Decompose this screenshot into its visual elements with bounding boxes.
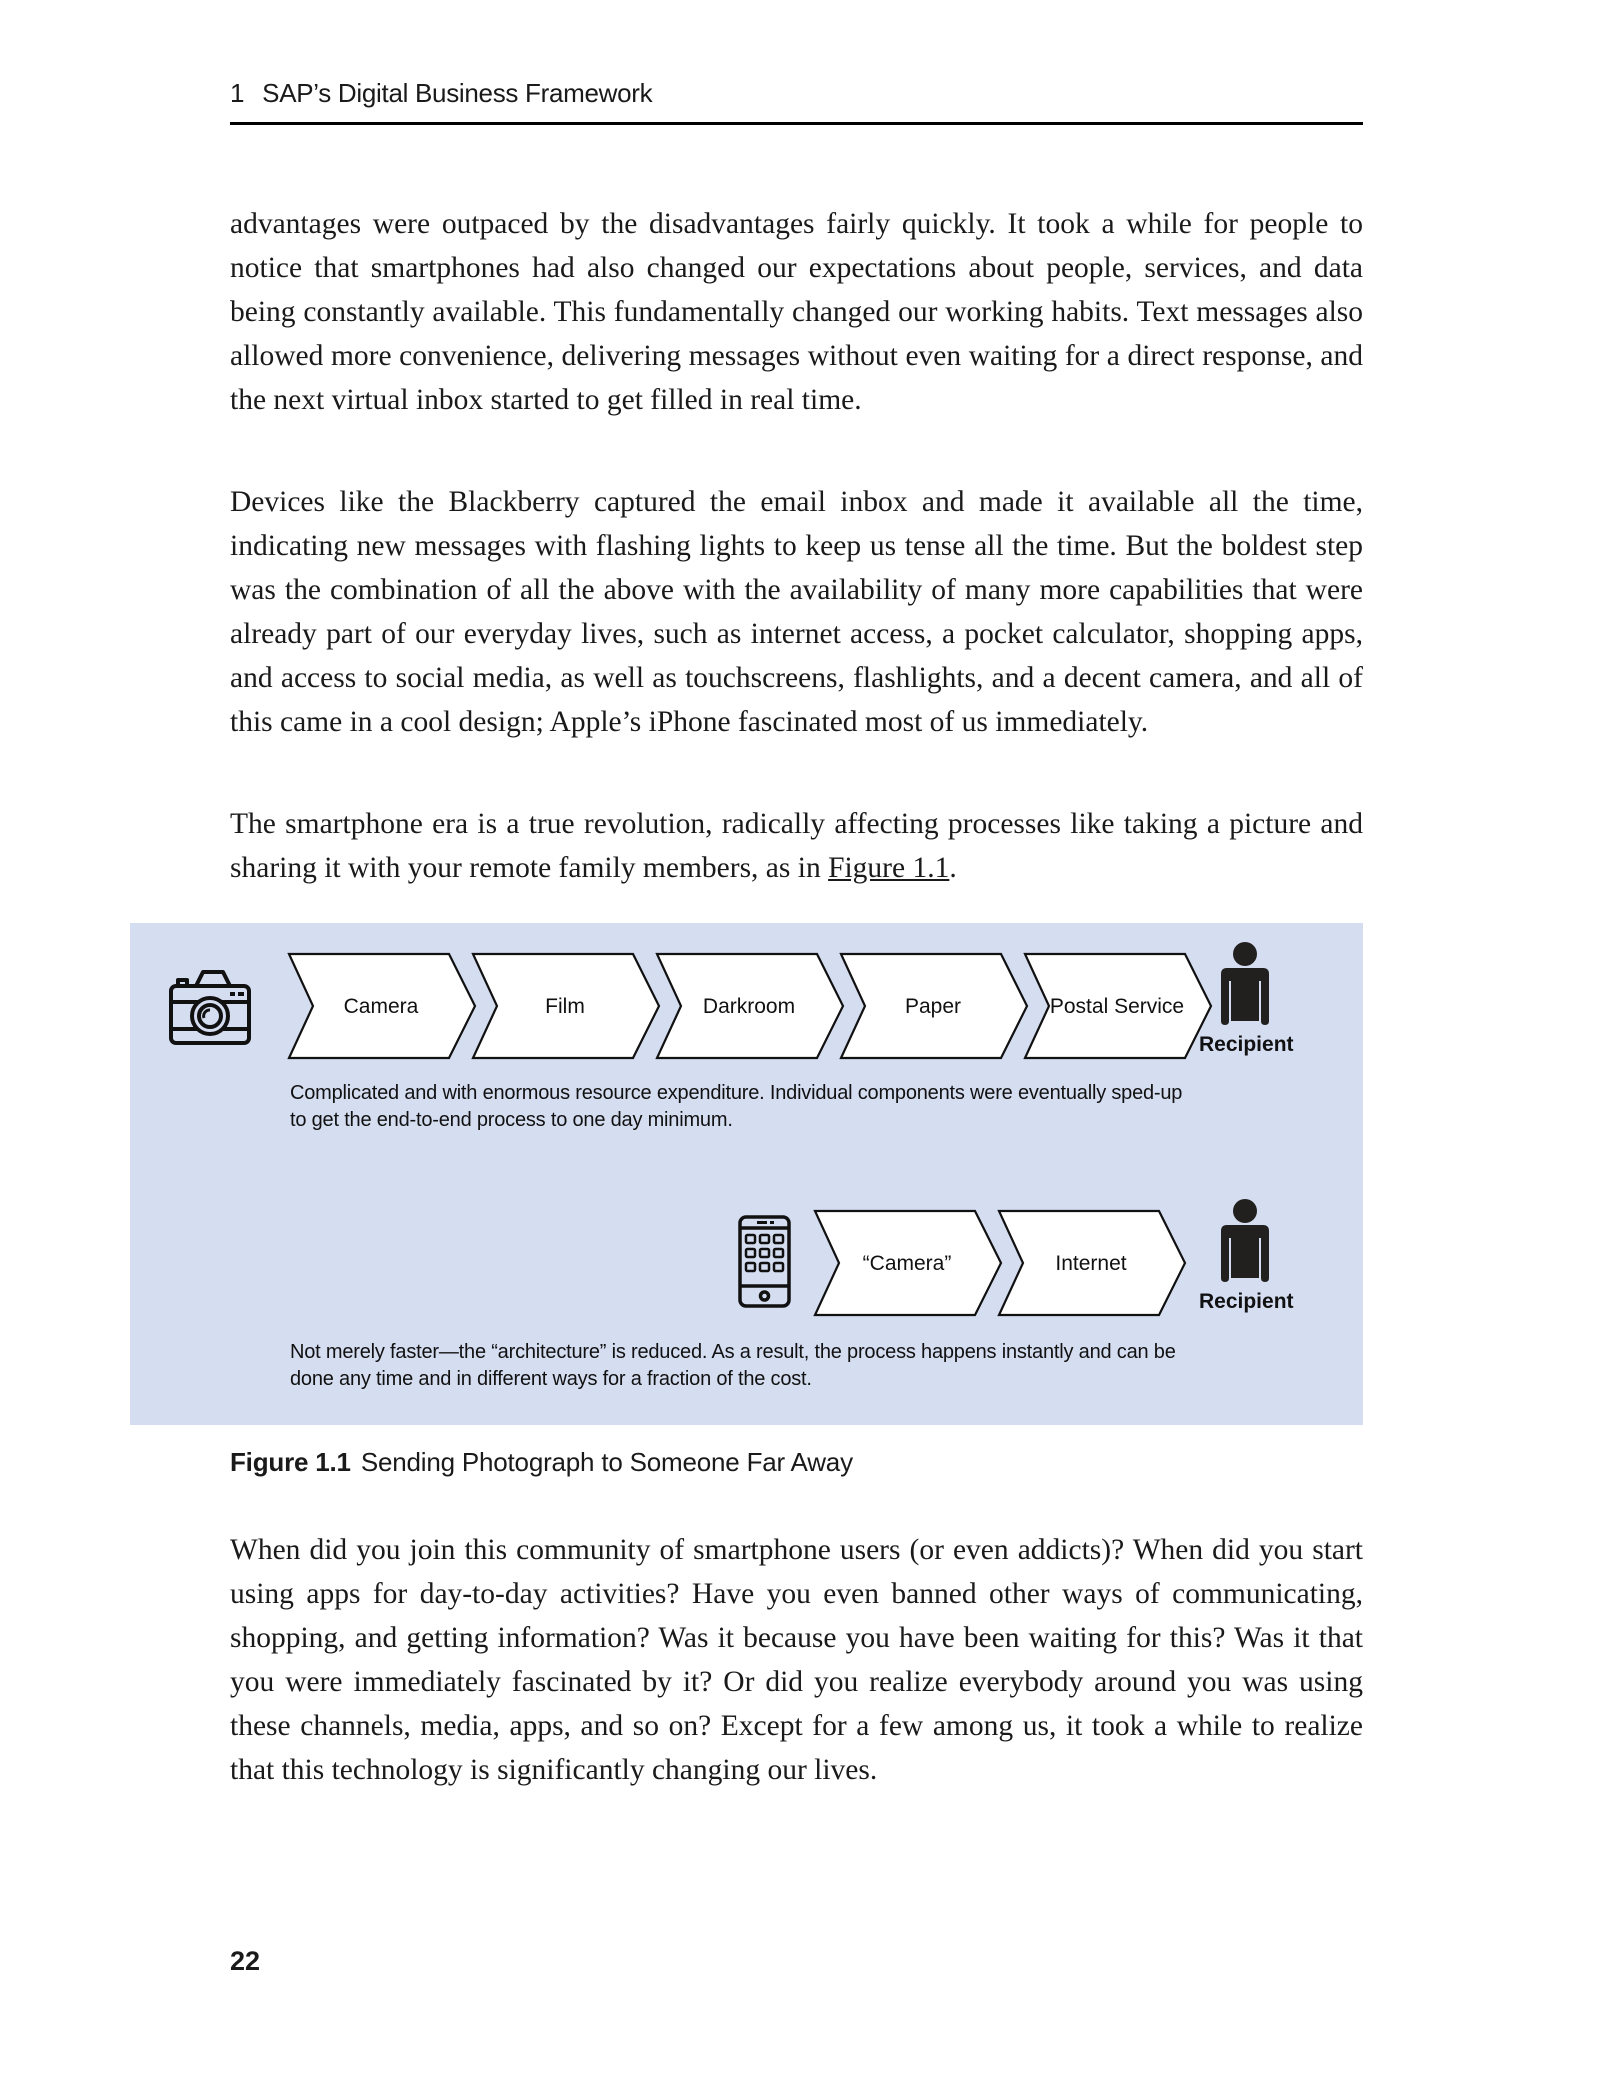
chapter-title: SAP’s Digital Business Framework (262, 78, 653, 108)
process-step-label: Internet (1055, 1251, 1127, 1275)
running-head (230, 78, 652, 109)
note-line: Complicated and with enormous resource expenditure. Individual components were eventually sped-up (290, 1082, 1183, 1104)
header-rule (230, 122, 1363, 125)
smartphone-icon (737, 1214, 793, 1309)
smartphone-process-note (290, 1339, 1176, 1393)
process-step-label: Darkroom (702, 994, 796, 1018)
figure-1-1 (130, 923, 1363, 1425)
recipient-label: Recipient (1199, 1290, 1294, 1313)
process-step-label: Paper (904, 994, 962, 1018)
traditional-process-note (290, 1080, 1182, 1134)
figure-caption-label: Figure 1.1 (230, 1447, 351, 1477)
figure-caption (230, 1447, 853, 1478)
process-step-label: “Camera” (862, 1251, 952, 1275)
body-paragraph: advantages were outpaced by the disadvantages fairly quickly. It took a while for people to notice that smartphones had also changed our expectations about people, services, and data being constantly available. This fundamentally changed our working habits. Text messages also allowed more convenience, delivering messages without even waiting for a direct response, and the next virtual inbox started to get filled in real time. (230, 208, 1363, 416)
note-line: to get the end-to-end process to one day minimum. (290, 1109, 733, 1131)
note-line: Not merely faster—the “architecture” is reduced. As a result, the process happens instantly and can be (290, 1341, 1176, 1363)
body-paragraph: When did you join this community of smartphone users (or even addicts)? When did you start using apps for day-to-day activities? Have you even banned other ways of communicating, shopping, and getting information? Was it because you have been waiting for this? Was it that you were immediately fascinated by it? Or did you realize everybody around you was using these channels, media, apps, and so on? Except for a few among us, it took a while to realize that this technology is significantly changing our lives. (230, 1534, 1363, 1786)
camera-icon (168, 965, 253, 1050)
process-step-label: Camera (343, 994, 419, 1018)
figure-caption-text: Sending Photograph to Someone Far Away (360, 1447, 853, 1477)
note-line: done any time and in different ways for a fraction of the cost. (290, 1368, 812, 1390)
recipient-person-icon (1215, 941, 1275, 1027)
recipient-person-icon (1215, 1198, 1275, 1284)
process-step-label: Postal Service (1049, 994, 1185, 1018)
page-number: 22 (230, 1946, 261, 1976)
chapter-number: 1 (230, 78, 245, 108)
body-paragraph (230, 802, 1363, 890)
figure-cross-reference-link[interactable]: Figure 1.1 (828, 852, 950, 884)
paragraph-text: . (949, 852, 957, 884)
body-paragraph: Devices like the Blackberry captured the email inbox and made it available all the time, indicating new messages with flashing lights to keep us tense all the time. But the boldest step was the combination of all the above with the availability of many more capabilities that were already part of our everyday lives, such as internet access, a pocket calculator, shopping apps, and access to social media, as well as touchscreens, flashlights, and a decent camera, and all of this came in a cool design; Apple’s iPhone fascinated most of us immediately. (230, 486, 1363, 738)
paragraph-text: The smartphone era is a true revolution, radically affecting processes like taking a picture and sharing it with your remote family members, as in (230, 808, 1363, 884)
process-step-label: Film (545, 994, 585, 1018)
recipient-label: Recipient (1199, 1033, 1294, 1056)
